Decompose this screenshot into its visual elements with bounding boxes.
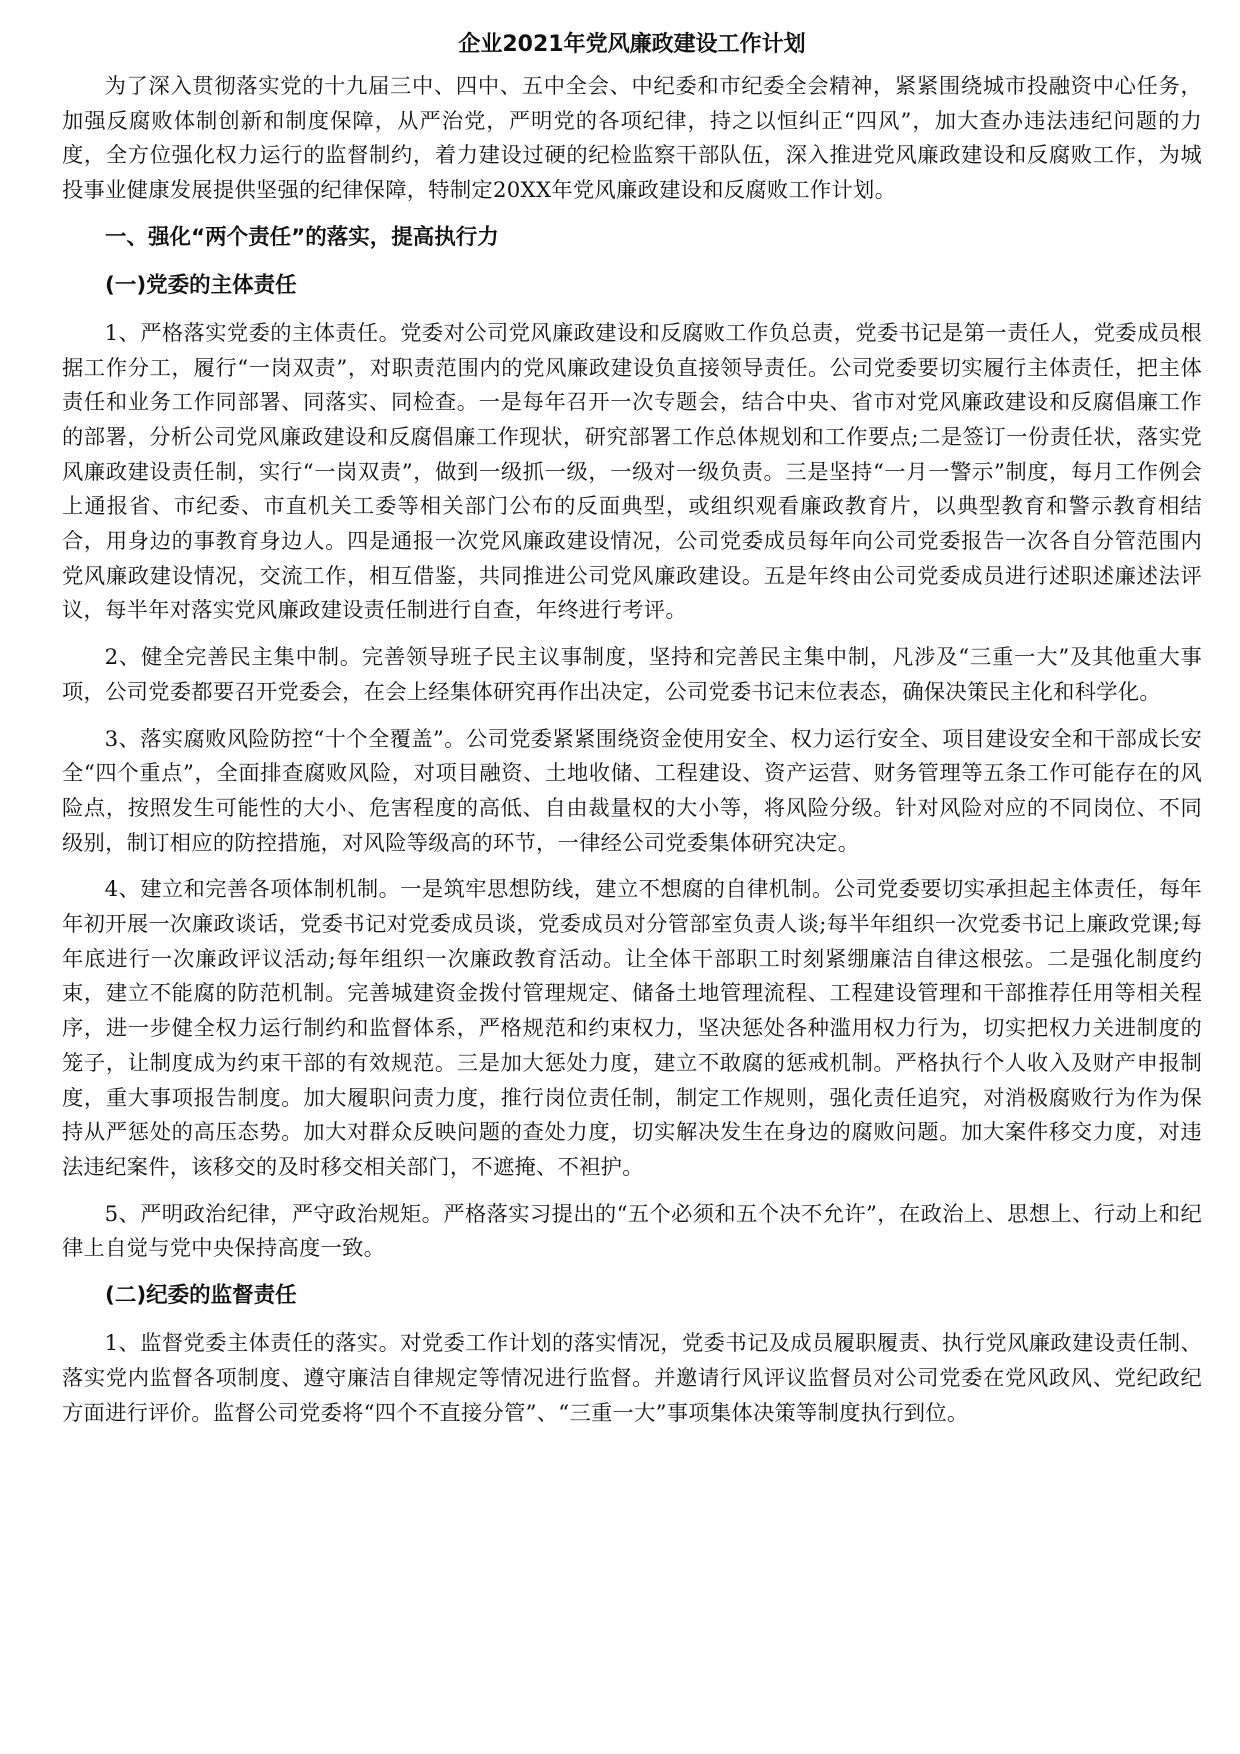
- subsection-heading-party-committee: (一)党委的主体责任: [105, 272, 297, 298]
- paragraph-supervision-1: 1、监督党委主体责任的落实。对党委工作计划的落实情况，党委书记及成员履职履责、执行党风廉政建设责任制、落实党内监督各项制度、遵守廉洁自律规定等情况进行监督。并邀请行风评议监督员对公司党委在党风政风、党纪政纪方面进行评价。监督公司党委将“四个不直接分管”、“三重一大”事项集体决策等制度执行到位。: [62, 1331, 1202, 1426]
- section-heading-1: 一、强化“两个责任”的落实，提高执行力: [105, 224, 499, 250]
- subsection-heading-discipline-committee: (二)纪委的监督责任: [105, 1283, 297, 1309]
- paragraph-item-2: 2、健全完善民主集中制。完善领导班子民主议事制度，坚持和完善民主集中制，凡涉及“三重一大”及其他重大事项，公司党委都要召开党委会，在会上经集体研究再作出决定，公司党委书记末位表态，确保决策民主化和科学化。: [62, 645, 1202, 705]
- document-title: 企业2021年党风廉政建设工作计划: [458, 32, 806, 57]
- paragraph-item-4: 4、建立和完善各项体制机制。一是筑牢思想防线，建立不想腐的自律机制。公司党委要切实承担起主体责任，每年年初开展一次廉政谈话，党委书记对党委成员谈，党委成员对分管部室负责人谈;每半年组织一次党委书记上廉政党课;每年底进行一次廉政评议活动;每年组织一次廉政教育活动。让全体干部职工时刻紧绷廉洁自律这根弦。二是强化制度约束，建立不能腐的防范机制。完善城建资金拨付管理规定、储备土地管理流程、工程建设管理和干部推荐任用等相关程序，进一步健全权力运行制约和监督体系，严格规范和约束权力，坚决惩处各种滥用权力行为，切实把权力关进制度的笼子，让制度成为约束干部的有效规范。三是加大惩处力度，建立不敢腐的惩戒机制。严格执行个人收入及财产申报制度，重大事项报告制度。加大履职问责力度，推行岗位责任制，制定工作规则，强化责任追究，对消极腐败行为作为保持从严惩处的高压态势。加大对群众反映问题的查处力度，切实解决发生在身边的腐败问题。加大案件移交力度，对违法违纪案件，该移交的及时移交相关部门，不遮掩、不袒护。: [62, 877, 1202, 1180]
- paragraph-item-1: 1、严格落实党委的主体责任。党委对公司党风廉政建设和反腐败工作负总责，党委书记是第一责任人，党委成员根据工作分工，履行“一岗双责”，对职责范围内的党风廉政建设负直接领导责任。公司党委要切实履行主体责任，把主体责任和业务工作同部署、同落实、同检查。一是每年召开一次专题会，结合中央、省市对党风廉政建设和反腐倡廉工作的部署，分析公司党风廉政建设和反腐倡廉工作现状，研究部署工作总体规划和工作要点;二是签订一份责任状，落实党风廉政建设责任制，实行“一岗双责”，做到一级抓一级，一级对一级负责。三是坚持“一月一警示”制度，每月工作例会上通报省、市纪委、市直机关工委等相关部门公布的反面典型，或组织观看廉政教育片，以典型教育和警示教育相结合，用身边的事教育身边人。四是通报一次党风廉政建设情况，公司党委成员每年向公司党委报告一次各自分管范围内党风廉政建设情况，交流工作，相互借鉴，共同推进公司党风廉政建设。五是年终由公司党委成员进行述职述廉述法评议，每半年对落实党风廉政建设责任制进行自查，年终进行考评。: [62, 320, 1202, 624]
- paragraph-item-5: 5、严明政治纪律，严守政治规矩。严格落实习提出的“五个必须和五个决不允许”，在政治上、思想上、行动上和纪律上自觉与党中央保持高度一致。: [62, 1201, 1202, 1262]
- document-page: [62, 30, 1202, 1443]
- paragraph-item-3: 3、落实腐败风险防控“十个全覆盖”。公司党委紧紧围绕资金使用安全、权力运行安全、项目建设安全和干部成长安全“四个重点”，全面排查腐败风险，对项目融资、土地收储、工程建设、资产运营、财务管理等五条工作可能存在的风险点，按照发生可能性的大小、危害程度的高低、自由裁量权的大小等，将风险分级。针对风险对应的不同岗位、不同级别，制订相应的防控措施，对风险等级高的环节，一律经公司党委集体研究决定。: [62, 726, 1202, 856]
- intro-paragraph: 为了深入贯彻落实党的十九届三中、四中、五中全会、中纪委和市纪委全会精神，紧紧围绕城市投融资中心任务，加强反腐败体制创新和制度保障，从严治党，严明党的各项纪律，持之以恒纠正“四风”，加大查办违法违纪问题的力度，全方位强化权力运行的监督制约，着力建设过硬的纪检监察干部队伍，深入推进党风廉政建设和反腐败工作，为城投事业健康发展提供坚强的纪律保障，特制定20XX年党风廉政建设和反腐败工作计划。: [62, 74, 1202, 204]
